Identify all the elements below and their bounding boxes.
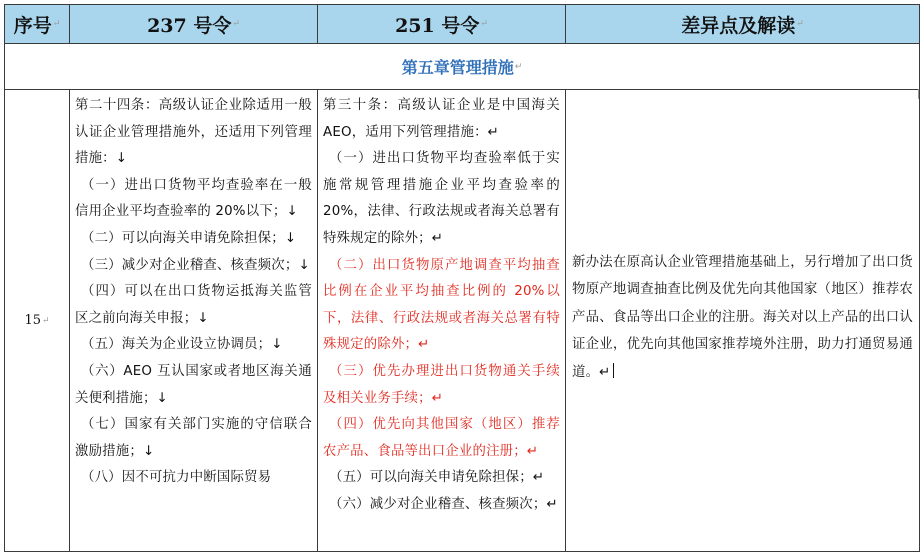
header-order-251-label: 251 号令	[395, 14, 480, 37]
chapter-row[interactable]	[5, 44, 920, 90]
header-index-label: 序号	[13, 14, 52, 37]
order-251-paragraph: （五）可以向海关申请免除担保；↵	[329, 470, 545, 486]
diff-cell[interactable]	[566, 90, 920, 552]
order-237-text	[70, 90, 317, 492]
paragraph-mark-icon: ↵	[52, 19, 61, 29]
order-237-paragraph: （六）AEO 互认国家或者地区海关通关便利措施；↓	[75, 363, 312, 406]
paragraph-mark-icon: ↵	[514, 61, 523, 72]
header-order-251[interactable]	[318, 5, 566, 44]
diff-text-block	[566, 249, 919, 387]
order-251-text	[318, 90, 565, 519]
paragraph-mark-icon: ↵	[796, 19, 804, 29]
order-237-paragraph: （三）减少对企业稽查、核查频次；↓	[81, 257, 310, 273]
order-237-paragraph: （七）国家有关部门实施的守信联合激励措施；↓	[75, 417, 312, 459]
order-237-paragraph: （二）可以向海关申请免除担保；↓	[81, 230, 297, 246]
chapter-title: 第五章管理措施	[401, 58, 514, 77]
order-251-paragraph: （一）进出口货物平均查验率低于实施常规管理措施企业平均查验率的 20%，法律、行政法规或者海关总署有特殊规定的除外；↵	[323, 151, 560, 246]
paragraph-mark-icon: ↵	[232, 19, 240, 29]
order-251-paragraph: （四）优先向其他国家（地区）推荐农产品、食品等出口企业的注册；↵	[323, 417, 560, 459]
order-251-paragraph: （六）减少对企业稽查、核查频次；↵	[329, 496, 558, 512]
order-251-paragraph: （二）出口货物原产地调查平均抽查比例在企业平均抽查比例的 20%以下，法律、行政法规或者海关总署有特殊规定的除外；↵	[323, 257, 560, 353]
header-diff[interactable]	[566, 5, 920, 44]
order-237-paragraph: （五）海关为企业设立协调员；↓	[81, 337, 283, 353]
order-237-paragraph: （一）进出口货物平均查验率在一般信用企业平均查验率的 20%以下；↓	[75, 177, 312, 220]
order-251-paragraph: 第三十条：高级认证企业是中国海关 AEO，适用下列管理措施：↵	[323, 98, 560, 140]
header-order-237-label: 237 号令	[147, 14, 232, 37]
text-cursor-icon	[613, 363, 614, 378]
paragraph-mark-icon: ↵	[42, 315, 50, 326]
comparison-table	[4, 4, 920, 552]
header-order-237[interactable]	[70, 5, 318, 44]
header-diff-label: 差异点及解读	[681, 14, 796, 37]
order-251-cell[interactable]	[318, 90, 566, 552]
order-251-paragraph: （三）优先办理进出口货物通关手续及相关业务手续；↵	[323, 363, 560, 406]
row-end-mark-icon	[918, 89, 921, 99]
order-237-paragraph: 第二十四条：高级认证企业除适用一般认证企业管理措施外，还适用下列管理措施：↓	[75, 98, 312, 167]
diff-text: 新办法在原高认企业管理措施基础上，另行增加了出口货物原产地调查抽查比例及优先向其他国家（地区）推荐农产品、食品等出口企业的注册。海关对以上产品的出口认证企业，优先向其他国家推荐境外注册，助力打通贸易通道。↵	[572, 254, 913, 380]
order-237-paragraph: （四）可以在出口货物运抵海关监管区之前向海关申报；↓	[75, 284, 312, 326]
row-index-cell[interactable]	[5, 90, 70, 552]
order-237-paragraph: （八）因不可抗力中断国际贸易	[81, 470, 272, 486]
order-237-cell[interactable]	[70, 90, 318, 552]
header-index[interactable]	[5, 5, 70, 44]
paragraph-mark-icon: ↵	[480, 19, 488, 29]
row-index: 15	[24, 313, 41, 328]
